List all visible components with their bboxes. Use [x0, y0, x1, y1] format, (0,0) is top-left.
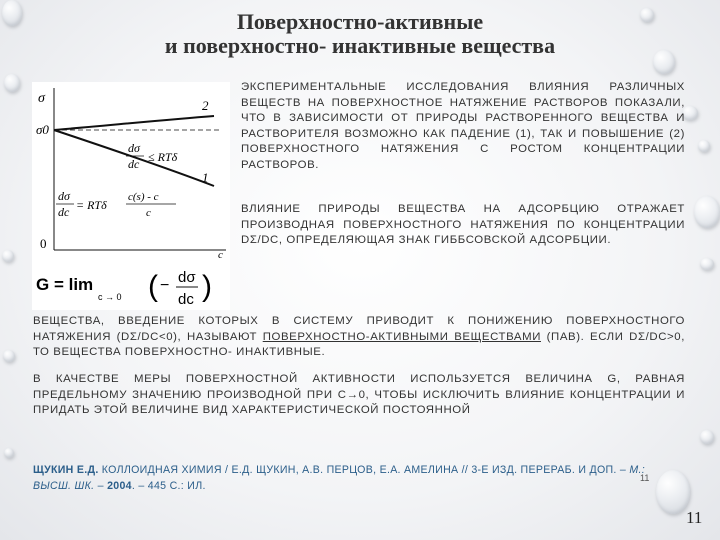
paragraph-nature-influence: ВЛИЯНИЕ ПРИРОДЫ ВЕЩЕСТВА НА АДСОРБЦИЮ ОТРАЖАЕТ ПРОИЗВОДНАЯ ПОВЕРХНОСТНОГО НАТЯЖЕНИЯ ПО КОНЦЕНТРАЦИИ DΣ/DC, ОПРЕДЕЛЯЮЩАЯ ЗНАК ГИББСОВСКОЙ АДСОРБЦИИ. [241, 203, 685, 246]
condition-rhs: ≤ RTδ [148, 150, 178, 164]
reference-author: ЩУКИН Е.Д. [33, 464, 99, 476]
water-drop-decoration [3, 350, 15, 362]
origin-label: 0 [40, 236, 47, 251]
condition-numerator: dσ [128, 141, 140, 155]
paragraph-surfactant-definition [33, 314, 685, 361]
reference-city: М.: ВЫСШ. ШК. [33, 464, 645, 492]
sigma0-label: σ0 [36, 122, 49, 137]
formula-right-paren: ) [202, 270, 212, 303]
formula-numerator: dσ [178, 269, 196, 286]
paragraph-activity-measure: В КАЧЕСТВЕ МЕРЫ ПОВЕРХНОСТНОЙ АКТИВНОСТИ ИСПОЛЬЗУЕТСЯ ВЕЛИЧИНА G, РАВНАЯ ПРЕДЕЛЬНОМУ ЗНАЧЕНИЮ ПРОИЗВОДНОЙ ПРИ C→0, ЧТОБЫ ИСКЛЮЧИТЬ ВЛИЯНИЕ КОНЦЕНТРАЦИИ И ПРИДАТЬ ЭТОЙ ВЕЛИЧИНЕ ВИД ХАРАКТЕРИСТИЧЕСКОЙ ПОСТОЯННОЙ [33, 373, 685, 416]
equation-numerator: dσ [58, 189, 70, 203]
formula-denominator: dc [178, 291, 194, 308]
water-drop-decoration [2, 250, 14, 262]
water-drop-decoration [4, 74, 20, 92]
water-drop-decoration [2, 0, 22, 26]
equation-right-denominator: c [146, 207, 151, 219]
water-drop-decoration [700, 430, 714, 444]
slide-title-line2: и поверхностно- инактивные вещества [164, 33, 556, 58]
equation-denominator: dc [58, 205, 70, 219]
reference-pages: . – 445 С.: ИЛ. [131, 480, 206, 492]
formula-lhs: G = lim [36, 275, 94, 294]
formula-left-paren: ( [148, 270, 158, 303]
water-drop-decoration [700, 258, 714, 270]
paragraph-experimental-studies: ЭКСПЕРИМЕНТАЛЬНЫЕ ИССЛЕДОВАНИЯ ВЛИЯНИЯ РАЗЛИЧНЫХ ВЕЩЕСТВ НА ПОВЕРХНОСТНОЕ НАТЯЖЕНИЕ РАСТВОРОВ ПОКАЗАЛИ, ЧТО В ЗАВИСИМОСТИ ОТ ПРИРОДЫ РАСТВОРЕННОГО ВЕЩЕСТВА И РАСТВОРИТЕЛЯ ВОЗМОЖНО КАК ПАДЕНИЕ (1), ТАК И ПОВЫШЕНИЕ (2) ПОВЕРХНОСТНОГО НАТЯЖЕНИЯ С РОСТОМ КОНЦЕНТРАЦИИ РАСТВОРОВ. [241, 81, 685, 171]
condition-denominator: dc [128, 157, 140, 171]
page-number: 11 [686, 508, 703, 527]
equation-middle: = RTδ [76, 198, 107, 212]
equation-right-numerator: c(s) - c [128, 191, 159, 203]
small-slide-number: 11 [640, 473, 650, 483]
surface-tension-graph [32, 82, 230, 262]
bibliographic-reference [33, 462, 685, 494]
water-drop-decoration [4, 448, 14, 458]
reference-year: 2004 [107, 480, 132, 492]
sigma-axis-label: σ [38, 91, 45, 106]
slide-title [60, 10, 660, 58]
reference-title: КОЛЛОИДНАЯ ХИМИЯ / Е.Д. ЩУКИН, А.В. ПЕРЦОВ, Е.А. АМЕЛИНА // 3-Е ИЗД. ПЕРЕРАБ. И ДОП. – [98, 464, 627, 476]
formula-minus: − [160, 277, 170, 294]
reference-separator: – [94, 480, 108, 492]
paragraph-surfactant-text-a: ВЕЩЕСТВА, ВВЕДЕНИЕ КОТОРЫХ В СИСТЕМУ ПРИВОДИТ К ПОНИЖЕНИЮ ПОВЕРХНОСТНОГО НАТЯЖЕНИЯ (DΣ/DC<0), НАЗЫВАЮТ [33, 315, 685, 343]
slide-title-line1: Поверхностно-активные [236, 9, 484, 34]
formula-limit-subscript: c → 0 [98, 292, 122, 302]
curve-2-increase [54, 116, 214, 130]
surface-activity-formula-svg [32, 262, 230, 310]
surface-activity-formula [32, 262, 230, 310]
curve-2-label: 2 [202, 98, 209, 113]
c-axis-label: c [218, 249, 223, 261]
surfactant-term-link[interactable]: ПОВЕРХНОСТНО-АКТИВНЫМИ ВЕЩЕСТВАМИ [262, 330, 541, 343]
water-drop-decoration [694, 196, 720, 228]
surface-tension-graph-svg [32, 82, 230, 262]
curve-1-label: 1 [202, 170, 209, 185]
paragraph-surfactant-text-b: (ПАВ). ЕСЛИ DΣ/DC>0, ТО ВЕЩЕСТВА ПОВЕРХНОСТНО- ИНАКТИВНЫЕ. [33, 330, 686, 358]
water-drop-decoration [698, 140, 710, 152]
